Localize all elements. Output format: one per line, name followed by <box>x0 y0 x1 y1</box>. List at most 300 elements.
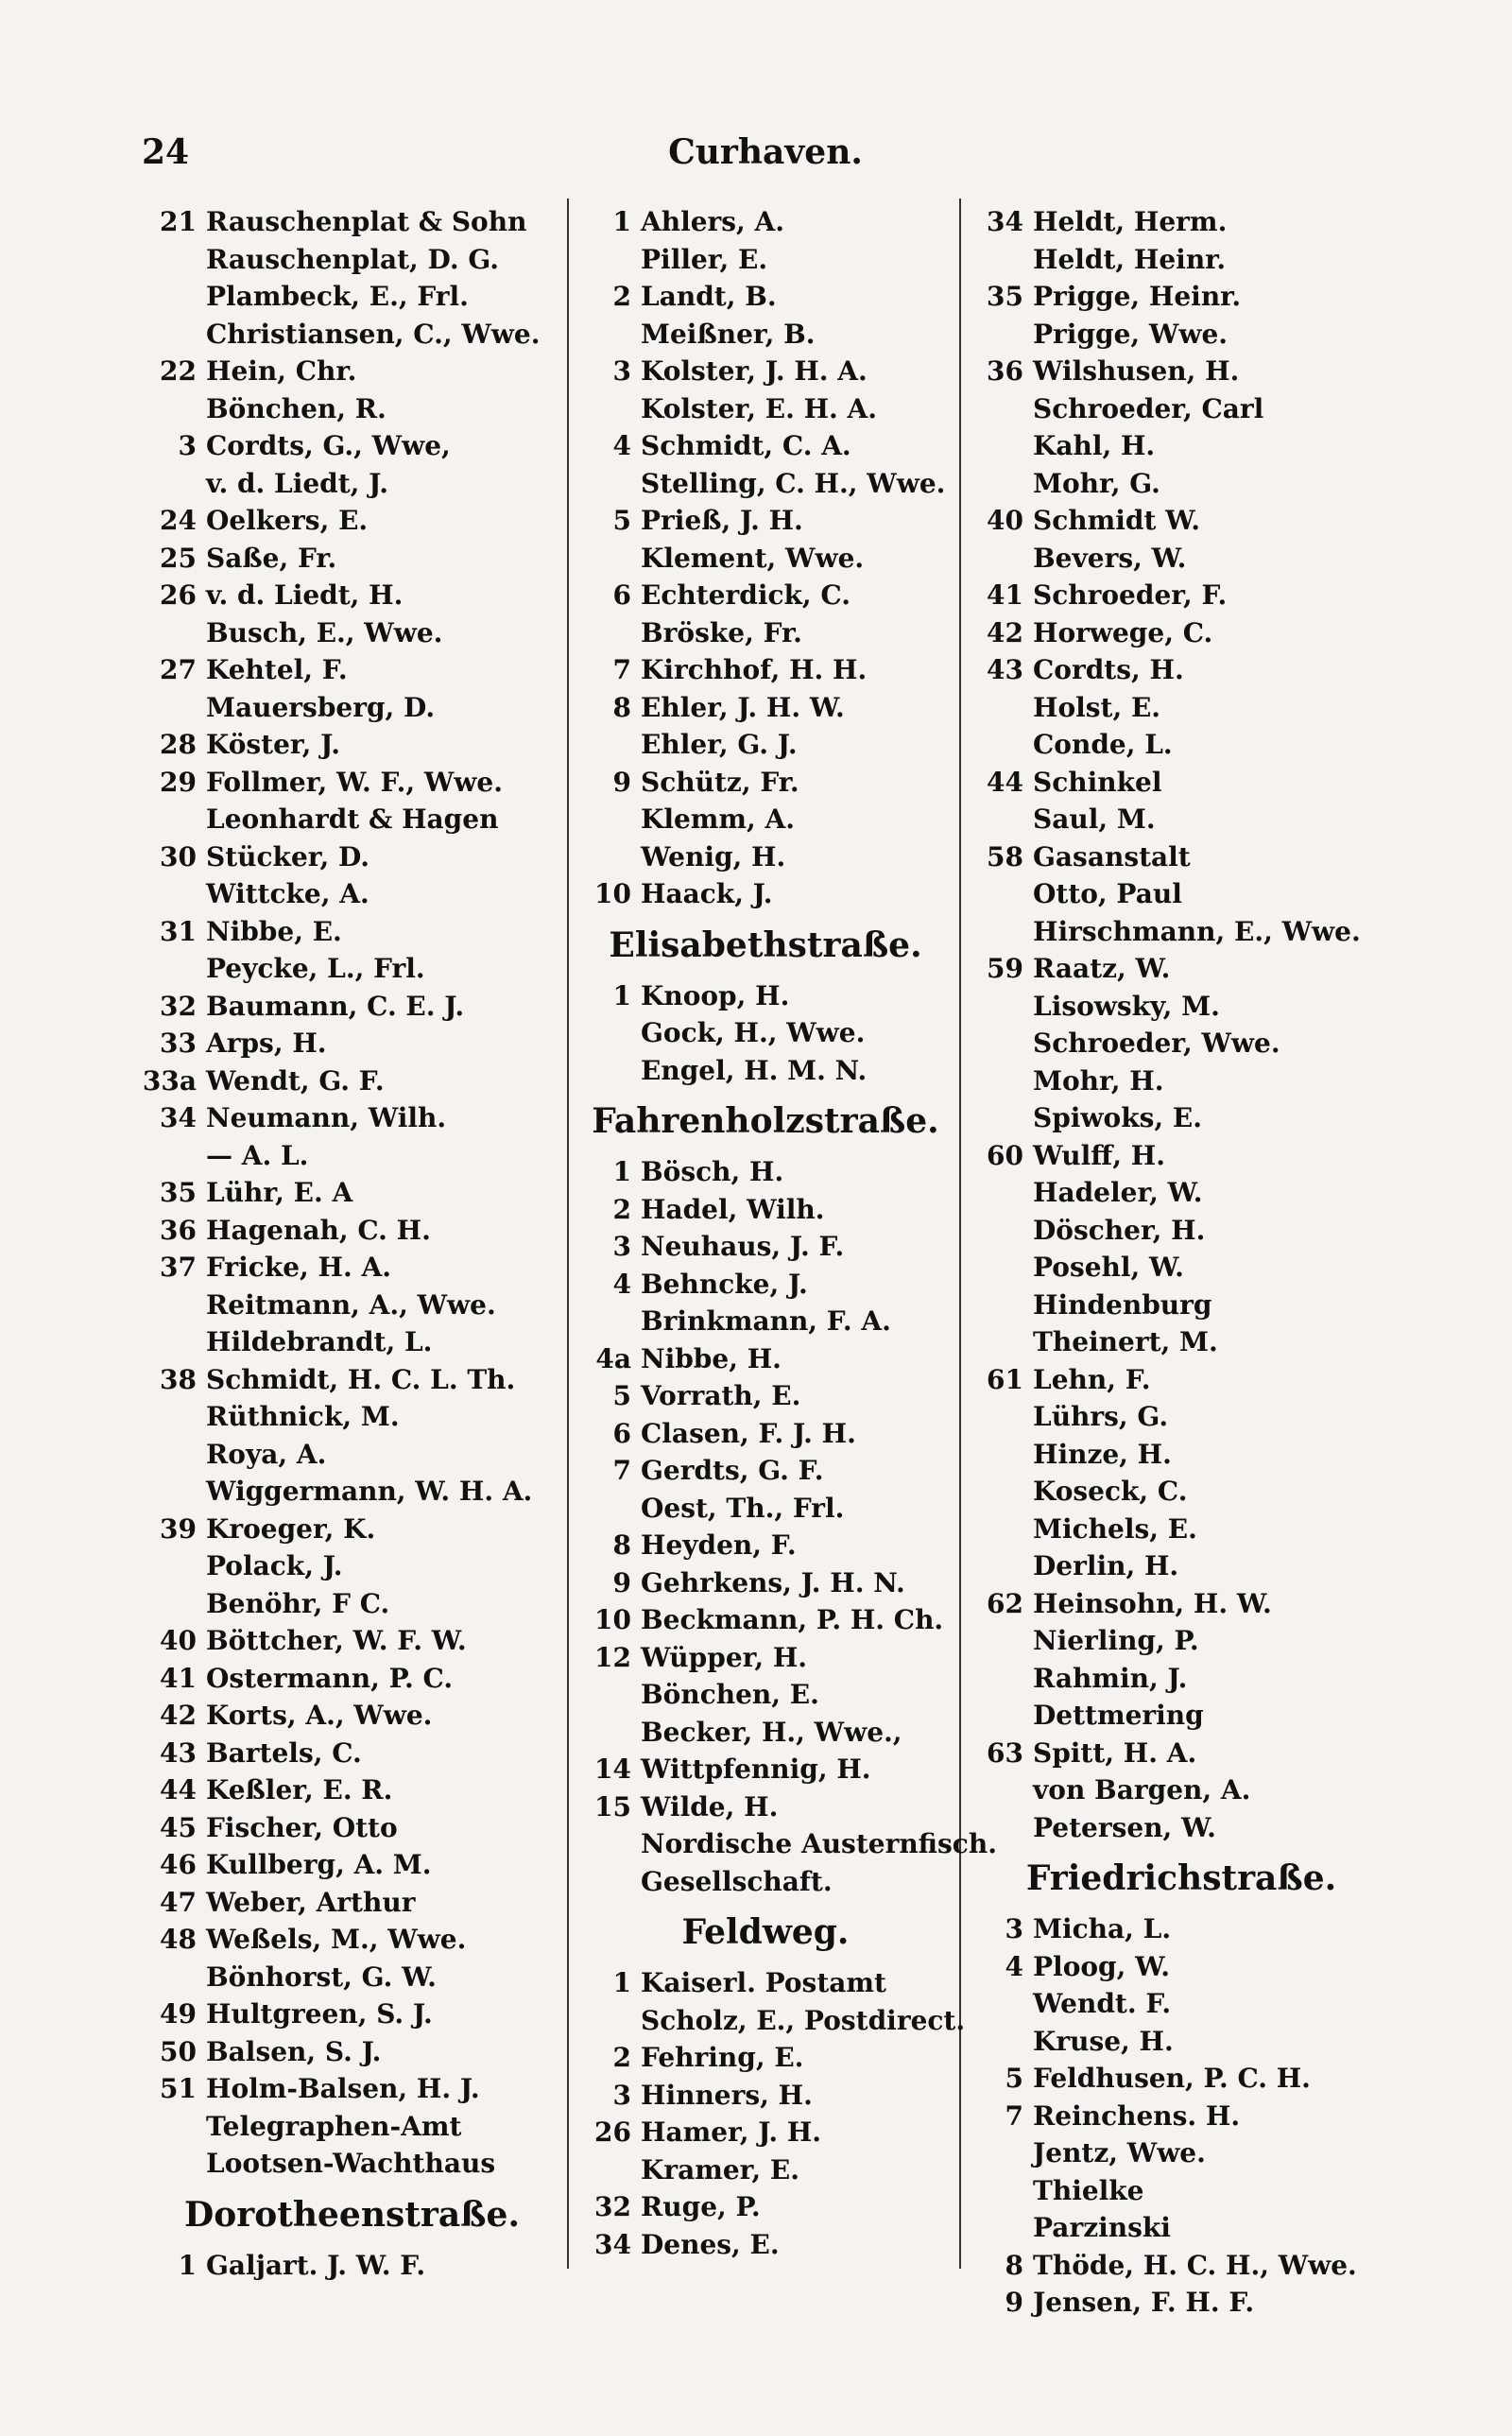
directory-entry <box>142 801 562 838</box>
resident-name: Polack, J. <box>206 1550 343 1581</box>
resident-name: Baumann, C. E. J. <box>206 990 465 1022</box>
directory-entry <box>142 1323 562 1361</box>
resident-name: Kullberg, A. M. <box>206 1849 432 1880</box>
resident-name: Leonhardt & Hagen <box>206 803 499 835</box>
resident-name: Klemm, A. <box>641 803 796 835</box>
resident-name: Nibbe, H. <box>641 1342 782 1374</box>
house-number: 43 <box>987 654 1023 685</box>
resident-name: Döscher, H. <box>1033 1214 1206 1246</box>
house-number: 24 <box>160 505 197 536</box>
house-number <box>142 1473 206 1511</box>
directory-entry <box>576 1863 954 1901</box>
directory-entry <box>576 1377 954 1415</box>
directory-entry <box>142 1287 562 1324</box>
house-number <box>969 241 1033 279</box>
directory-entry <box>142 465 562 503</box>
house-number: 44 <box>987 766 1023 798</box>
street-heading: Feldweg. <box>681 1912 850 1952</box>
resident-name: Feldhusen, P. C. H. <box>1033 2063 1311 2094</box>
resident-name: Heldt, Herm. <box>1033 206 1228 237</box>
house-number <box>142 2108 206 2146</box>
house-number <box>969 689 1033 727</box>
house-number <box>142 1137 206 1175</box>
resident-name: Hirschmann, E., Wwe. <box>1033 915 1361 947</box>
house-number <box>576 1052 641 1090</box>
directory-entry <box>142 1771 562 1809</box>
house-number: 44 <box>160 1774 197 1805</box>
directory-entry <box>576 651 954 689</box>
directory-entry <box>142 1547 562 1585</box>
resident-name: Hindenburg <box>1033 1288 1212 1321</box>
house-number: 5 <box>612 505 631 536</box>
resident-name: Rauschenplat & Sohn <box>206 206 527 237</box>
resident-name: Wiggermann, W. H. A. <box>206 1476 533 1507</box>
directory-entry <box>969 764 1394 802</box>
house-number: 33a <box>142 1064 197 1097</box>
house-number: 26 <box>160 579 197 611</box>
resident-name: Fricke, H. A. <box>206 1252 391 1283</box>
directory-entry <box>576 278 954 316</box>
directory-entry <box>142 1809 562 1847</box>
house-number: 48 <box>160 1924 197 1955</box>
house-number <box>576 726 641 764</box>
house-number: 15 <box>594 1790 631 1823</box>
house-number <box>969 988 1033 1026</box>
resident-name: Telegraphen-Amt <box>206 2110 462 2142</box>
house-number <box>142 875 206 913</box>
directory-entry <box>576 764 954 802</box>
house-number: 43 <box>160 1736 197 1769</box>
house-number: 2 <box>612 281 631 312</box>
directory-entry <box>142 2070 562 2108</box>
resident-name: Hildebrandt, L. <box>206 1326 433 1357</box>
directory-entry <box>969 801 1394 838</box>
directory-entry <box>142 1921 562 1959</box>
resident-name: Heinsohn, H. W. <box>1033 1587 1272 1619</box>
house-number <box>576 1676 641 1714</box>
house-number <box>969 1099 1033 1137</box>
house-number <box>576 801 641 838</box>
resident-name: Böttcher, W. F. W. <box>206 1625 467 1656</box>
house-number: 33 <box>160 1028 197 1059</box>
resident-name: Bevers, W. <box>1033 542 1187 574</box>
directory-entry <box>142 689 562 727</box>
directory-entry <box>969 2098 1394 2135</box>
resident-name: Rüthnick, M. <box>206 1401 400 1432</box>
resident-name: Vorrath, E. <box>641 1380 801 1411</box>
house-number: 5 <box>1005 2063 1023 2094</box>
house-number: 4 <box>612 1268 631 1300</box>
house-number <box>142 278 206 316</box>
directory-entry <box>576 390 954 428</box>
directory-entry <box>969 1771 1394 1809</box>
house-number <box>969 1398 1033 1436</box>
house-number: 6 <box>612 579 631 611</box>
house-number: 10 <box>594 1604 631 1635</box>
page-city-title: Curhaven. <box>668 132 863 172</box>
resident-name: Christiansen, C., Wwe. <box>206 318 541 350</box>
house-number: 14 <box>594 1754 631 1785</box>
house-number <box>142 950 206 988</box>
resident-name: Wendt. F. <box>1033 1988 1172 2019</box>
house-number: 41 <box>987 579 1023 611</box>
directory-entry <box>576 1052 954 1090</box>
resident-name: Arps, H. <box>206 1028 327 1059</box>
resident-name: Bönchen, R. <box>206 392 387 424</box>
resident-name: Engel, H. M. N. <box>641 1054 868 1086</box>
house-number: 28 <box>160 729 197 760</box>
directory-entry <box>142 427 562 465</box>
directory-entry <box>576 1340 954 1378</box>
directory-entry <box>142 1735 562 1772</box>
house-number: 22 <box>160 355 197 387</box>
house-number <box>576 1825 641 1863</box>
house-number: 32 <box>594 2191 631 2222</box>
directory-entry <box>576 316 954 354</box>
resident-name: Brinkmann, F. A. <box>641 1305 891 1337</box>
house-number <box>969 1697 1033 1735</box>
resident-name: Schroeder, Wwe. <box>1033 1028 1280 1059</box>
resident-name: Lisowsky, M. <box>1033 990 1220 1022</box>
house-number: 1 <box>612 1967 631 1998</box>
house-number: 51 <box>160 2073 197 2104</box>
resident-name: Nierling, P. <box>1033 1625 1199 1656</box>
resident-name: Horwege, C. <box>1033 616 1213 648</box>
house-number <box>576 1014 641 1052</box>
directory-entry <box>576 2226 954 2264</box>
house-number: 3 <box>612 2079 631 2111</box>
house-number: 36 <box>987 355 1023 387</box>
house-number <box>969 2134 1033 2172</box>
resident-name: Reinchens. H. <box>1033 2099 1241 2132</box>
house-number: 25 <box>160 542 197 574</box>
resident-name: Gesellschaft. <box>641 1865 833 1897</box>
house-number: 34 <box>987 206 1023 237</box>
resident-name: Ehler, G. J. <box>641 729 798 760</box>
house-number: 8 <box>1005 2249 1023 2281</box>
resident-name: Galjart. J. W. F. <box>206 2249 426 2281</box>
resident-name: Denes, E. <box>641 2228 780 2260</box>
directory-entry <box>969 241 1394 279</box>
house-number <box>969 913 1033 951</box>
house-number <box>969 316 1033 354</box>
directory-entry <box>142 502 562 540</box>
house-number <box>969 1511 1033 1548</box>
house-number <box>142 390 206 428</box>
house-number <box>969 540 1033 578</box>
resident-name: Parzinski <box>1033 2212 1171 2243</box>
house-number <box>142 241 206 279</box>
resident-name: Kahl, H. <box>1033 430 1156 461</box>
house-number: 49 <box>160 1998 197 2030</box>
resident-name: Wüpper, H. <box>641 1641 808 1673</box>
resident-name: Stücker, D. <box>206 840 370 872</box>
house-number <box>969 1436 1033 1474</box>
house-number <box>576 2002 641 2040</box>
resident-name: Schmidt W. <box>1033 505 1200 536</box>
house-number: 2 <box>612 2042 631 2073</box>
resident-name: Haack, J. <box>641 878 773 909</box>
resident-name: Becker, H., Wwe., <box>641 1716 902 1748</box>
house-number <box>969 1287 1033 1324</box>
directory-entry <box>142 1660 562 1698</box>
house-number <box>142 1959 206 1996</box>
resident-name: Weßels, M., Wwe. <box>206 1924 467 1955</box>
directory-entry <box>142 1585 562 1623</box>
page-header <box>142 132 1389 180</box>
directory-entry <box>969 316 1394 354</box>
resident-name: Heldt, Heinr. <box>1033 243 1227 275</box>
resident-name: — A. L. <box>206 1139 309 1171</box>
directory-entry <box>142 278 562 316</box>
street-section <box>142 203 562 2183</box>
directory-entry <box>969 465 1394 503</box>
house-number: 34 <box>160 1102 197 1133</box>
street-heading: Friedrichstraße. <box>1025 1858 1337 1898</box>
directory-entry <box>576 203 954 241</box>
house-number <box>576 838 641 876</box>
directory-entry <box>969 614 1394 652</box>
resident-name: Beckmann, P. H. Ch. <box>641 1604 944 1635</box>
resident-name: Busch, E., Wwe. <box>206 616 443 648</box>
street-section <box>576 1093 997 1900</box>
house-number <box>969 1249 1033 1287</box>
house-number <box>969 1660 1033 1698</box>
directory-entry <box>576 1228 954 1266</box>
resident-name: Kehtel, F. <box>206 654 348 685</box>
resident-name: Thielke <box>1033 2174 1144 2206</box>
resident-name: Klement, Wwe. <box>641 542 865 574</box>
resident-name: Rahmin, J. <box>1033 1662 1188 1694</box>
resident-name: Fehring, E. <box>641 2042 804 2073</box>
resident-name: Schmidt, H. C. L. Th. <box>206 1363 516 1395</box>
house-number: 3 <box>612 355 631 387</box>
resident-name: Hamer, J. H. <box>641 2116 822 2148</box>
resident-name: Koseck, C. <box>1033 1476 1188 1507</box>
house-number: 9 <box>1005 2287 1023 2318</box>
directory-entry <box>576 801 954 838</box>
house-number <box>969 1323 1033 1361</box>
directory-entry <box>576 540 954 578</box>
directory-entry <box>969 1809 1394 1847</box>
directory-entry <box>969 1137 1394 1175</box>
house-number: 21 <box>160 206 197 237</box>
directory-entry <box>576 1191 954 1229</box>
house-number <box>969 2209 1033 2247</box>
resident-name: Weber, Arthur <box>206 1886 416 1918</box>
resident-name: Conde, L. <box>1033 729 1173 760</box>
house-number: 9 <box>612 766 631 798</box>
house-number <box>969 1174 1033 1212</box>
house-number: 4 <box>1005 1950 1023 1982</box>
resident-name: Jentz, Wwe. <box>1033 2137 1206 2168</box>
directory-entry <box>969 502 1394 540</box>
resident-name: Schinkel <box>1033 766 1162 798</box>
house-number: 4 <box>612 430 631 461</box>
resident-name: Dettmering <box>1033 1700 1204 1731</box>
directory-entry <box>576 502 954 540</box>
directory-entry <box>576 838 954 876</box>
resident-name: Hadeler, W. <box>1033 1177 1203 1208</box>
directory-entry <box>969 1436 1394 1474</box>
resident-name: Kaiserl. Postamt <box>641 1967 886 1998</box>
resident-name: Clasen, F. J. H. <box>641 1417 856 1449</box>
resident-name: Rauschenplat, D. G. <box>206 243 499 275</box>
resident-name: Holm-Balsen, H. J. <box>206 2073 480 2104</box>
resident-name: Kroeger, K. <box>206 1512 376 1545</box>
directory-entry <box>142 651 562 689</box>
resident-name: Wilshusen, H. <box>1033 355 1240 387</box>
directory-column-2 <box>576 203 997 2263</box>
house-number: 39 <box>160 1512 197 1545</box>
resident-name: Mohr, H. <box>1033 1064 1164 1097</box>
resident-name: Landt, B. <box>641 281 777 312</box>
house-number: 27 <box>160 654 197 685</box>
resident-name: Meißner, B. <box>641 318 816 350</box>
directory-entry <box>142 1846 562 1884</box>
directory-entry <box>576 1014 954 1052</box>
resident-name: Kruse, H. <box>1033 2025 1174 2057</box>
house-number: 6 <box>612 1417 631 1449</box>
resident-name: Korts, A., Wwe. <box>206 1700 433 1731</box>
resident-name: Schroeder, F. <box>1033 579 1228 611</box>
directory-entry <box>142 353 562 390</box>
directory-entry <box>969 2247 1394 2285</box>
resident-name: Gehrkens, J. H. N. <box>641 1566 905 1598</box>
directory-entry <box>576 1452 954 1490</box>
directory-entry <box>576 1788 954 1826</box>
house-number: 9 <box>612 1566 631 1598</box>
street-section <box>576 917 954 1090</box>
resident-name: Nibbe, E. <box>206 915 342 947</box>
directory-entry <box>142 1511 562 1548</box>
house-number <box>576 390 641 428</box>
directory-entry <box>142 1622 562 1660</box>
resident-name: Petersen, W. <box>1033 1811 1216 1843</box>
house-number <box>969 427 1033 465</box>
house-number <box>969 390 1033 428</box>
house-number <box>576 1863 641 1901</box>
directory-entry <box>969 577 1394 614</box>
directory-entry <box>969 1735 1394 1772</box>
house-number <box>969 1547 1033 1585</box>
resident-name: Saße, Fr. <box>206 542 337 574</box>
street-heading: Elisabethstraße. <box>609 924 922 965</box>
house-number: 46 <box>160 1849 197 1880</box>
directory-entry <box>969 353 1394 390</box>
resident-name: Wendt, G. F. <box>206 1064 385 1097</box>
street-section <box>969 1850 1394 2322</box>
resident-name: Oest, Th., Frl. <box>641 1492 845 1524</box>
directory-entry <box>576 1714 954 1752</box>
directory-entry <box>576 2114 954 2151</box>
house-number <box>142 801 206 838</box>
directory-entry <box>142 2033 562 2071</box>
directory-entry <box>969 1025 1394 1063</box>
directory-entry <box>969 2209 1394 2247</box>
house-number: 29 <box>160 766 197 798</box>
resident-name: Michels, E. <box>1033 1512 1197 1545</box>
house-number <box>969 801 1033 838</box>
house-number <box>576 241 641 279</box>
resident-name: Neuhaus, J. F. <box>641 1231 845 1262</box>
directory-entry <box>142 390 562 428</box>
directory-entry <box>142 1995 562 2033</box>
house-number: 60 <box>987 1139 1023 1171</box>
house-number: 8 <box>612 1529 631 1561</box>
house-number: 10 <box>594 878 631 909</box>
directory-entry <box>969 427 1394 465</box>
directory-entry <box>142 2108 562 2146</box>
house-number <box>142 465 206 503</box>
directory-entry <box>142 1249 562 1287</box>
resident-name: Spiwoks, E. <box>1033 1102 1202 1133</box>
directory-entry <box>969 2060 1394 2098</box>
directory-entry <box>969 1398 1394 1436</box>
resident-name: Hagenah, C. H. <box>206 1214 431 1246</box>
directory-entry <box>969 913 1394 951</box>
resident-name: Hinze, H. <box>1033 1438 1172 1470</box>
house-number <box>576 1490 641 1528</box>
directory-entry <box>142 1697 562 1735</box>
resident-name: Fischer, Otto <box>206 1811 398 1843</box>
directory-column-3 <box>969 203 1394 2322</box>
resident-name: Plambeck, E., Frl. <box>206 281 469 312</box>
resident-name: Lootsen-Wachthaus <box>206 2148 496 2179</box>
directory-entry <box>969 1473 1394 1511</box>
directory-entry <box>142 1436 562 1474</box>
resident-name: Stelling, C. H., Wwe. <box>641 467 946 499</box>
directory-entry <box>969 278 1394 316</box>
directory-entry <box>142 1884 562 1922</box>
house-number: 63 <box>987 1736 1023 1769</box>
resident-name: Otto, Paul <box>1033 878 1182 909</box>
house-number <box>142 1287 206 1324</box>
house-number: 58 <box>987 840 1023 872</box>
house-number: 42 <box>160 1700 197 1731</box>
resident-name: Nordische Austernfisch. <box>641 1828 997 1859</box>
directory-entry <box>576 2039 954 2077</box>
directory-entry <box>142 1212 562 1250</box>
directory-entry <box>969 1511 1394 1548</box>
directory-entry <box>969 1547 1394 1585</box>
directory-entry <box>969 1212 1394 1250</box>
directory-entry <box>969 540 1394 578</box>
directory-entry <box>969 2172 1394 2210</box>
house-number <box>142 1547 206 1585</box>
house-number <box>969 1809 1033 1847</box>
house-number: 4a <box>595 1342 631 1374</box>
directory-entry <box>969 1287 1394 1324</box>
resident-name: Ploog, W. <box>1033 1950 1170 1982</box>
house-number <box>969 1212 1033 1250</box>
resident-name: Heyden, F. <box>641 1529 797 1561</box>
resident-name: Kolster, J. H. A. <box>641 355 868 387</box>
directory-entry <box>142 838 562 876</box>
house-number <box>969 1025 1033 1063</box>
directory-entry <box>576 977 954 1015</box>
house-number: 36 <box>160 1214 197 1246</box>
directory-entry <box>969 1660 1394 1698</box>
directory-entry <box>576 577 954 614</box>
house-number: 30 <box>160 840 197 872</box>
house-number: 35 <box>160 1177 197 1208</box>
house-number <box>142 614 206 652</box>
directory-entry <box>576 241 954 279</box>
directory-entry <box>969 1249 1394 1287</box>
resident-name: Ehler, J. H. W. <box>641 691 845 723</box>
resident-name: Reitmann, A., Wwe. <box>206 1288 496 1321</box>
